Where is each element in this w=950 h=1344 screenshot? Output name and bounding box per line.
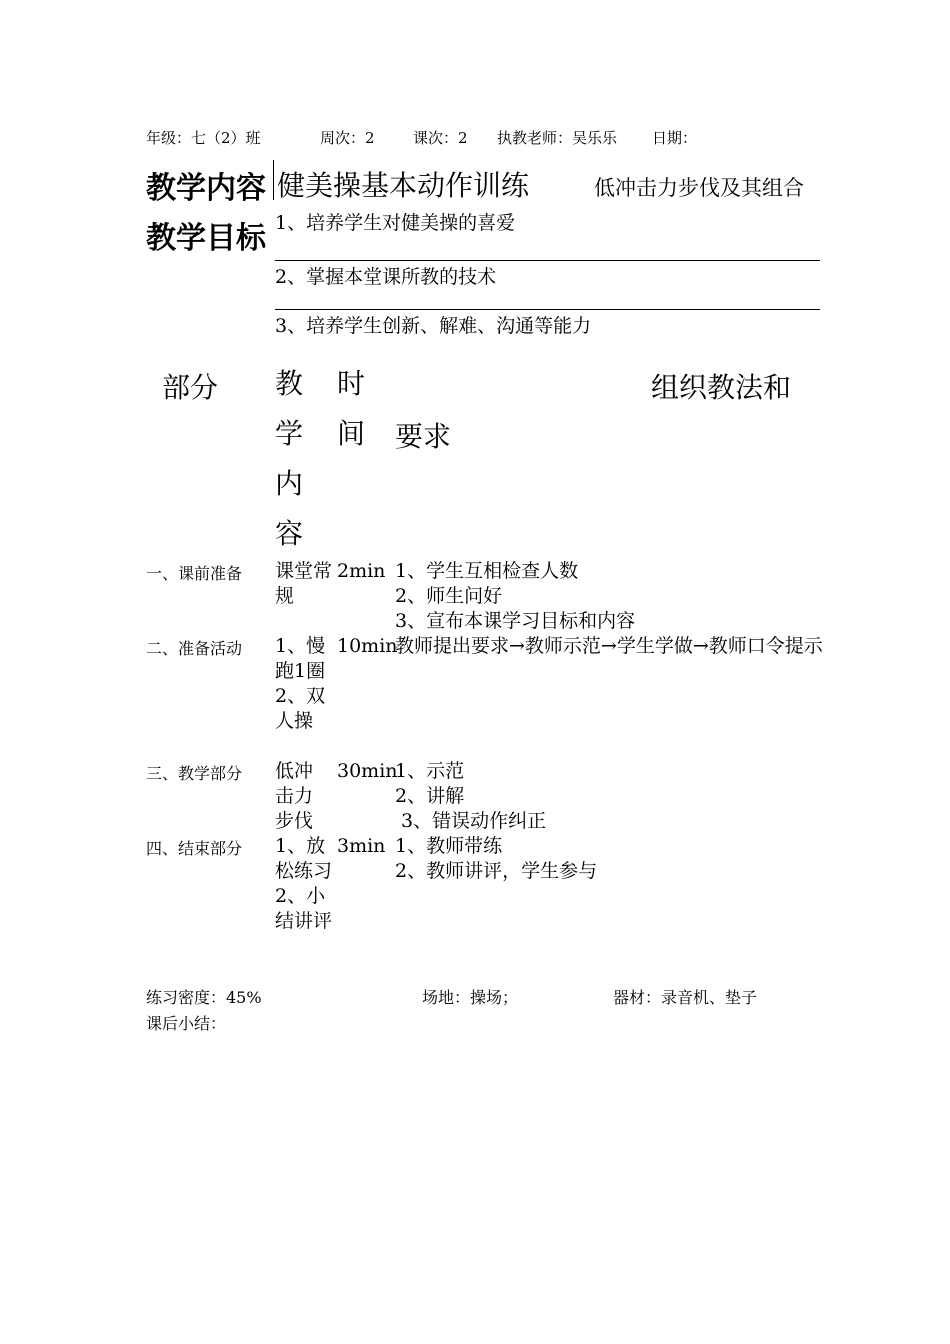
column-header-part: 部分 <box>162 371 219 404</box>
practice-density: 练习密度：45% <box>146 988 262 1007</box>
part-label: 一、课前准备 <box>146 564 243 583</box>
grade-label: 年级：七（2）班 <box>146 129 261 147</box>
column-header-requirement: 要求 <box>395 420 452 453</box>
goal-underline <box>275 309 820 310</box>
goal-item-3: 3、培养学生创新、解难、沟通等能力 <box>275 315 592 337</box>
column-header-method: 组织教法和 <box>651 371 792 404</box>
row-method-line: 1、教师带练 <box>395 835 503 857</box>
row-method-line: 2、师生问好 <box>395 585 503 607</box>
column-header-content: 教学内容 <box>275 367 304 550</box>
column-header-time: 时间 <box>337 367 366 450</box>
row-time: 30min <box>337 760 398 782</box>
row-content: 1、放松练习 2、小结讲评 <box>275 835 333 932</box>
row-content: 1、慢跑1圈 2、双人操 <box>275 635 326 732</box>
row-method-line: 3、错误动作纠正 <box>395 810 547 832</box>
row-time: 2min <box>337 560 386 582</box>
goal-underline <box>275 260 820 261</box>
date-label: 日期： <box>652 129 698 147</box>
after-class-summary: 课后小结： <box>146 1014 227 1033</box>
teacher-label: 执教老师：吴乐乐 <box>497 129 618 147</box>
content-main-title: 健美操基本动作训练 <box>277 169 530 202</box>
part-label: 三、教学部分 <box>146 764 243 783</box>
row-method-line: 3、宣布本课学习目标和内容 <box>395 610 636 632</box>
goal-item-1: 1、培养学生对健美操的喜爱 <box>275 212 516 234</box>
week-label: 周次：2 <box>320 129 375 147</box>
content-heading: 教学内容 <box>146 171 266 206</box>
part-label: 二、准备活动 <box>146 639 243 658</box>
row-method-line: 2、教师讲评，学生参与 <box>395 860 598 882</box>
equipment-label: 器材：录音机、垫子 <box>613 988 758 1007</box>
row-method-line: 教师提出要求→教师示范→学生学做→教师口令提示 <box>395 635 823 657</box>
row-content: 课堂常规 <box>275 560 333 607</box>
content-divider <box>273 160 274 200</box>
goal-item-2: 2、掌握本堂课所教的技术 <box>275 266 497 288</box>
content-subtitle: 低冲击力步伐及其组合 <box>594 176 804 200</box>
row-content: 低冲击力步伐 <box>275 760 314 832</box>
row-time: 10min <box>337 635 398 657</box>
row-method-line: 2、讲解 <box>395 785 465 807</box>
venue-label: 场地：操场； <box>422 988 519 1007</box>
row-time: 3min <box>337 835 386 857</box>
goals-heading: 教学目标 <box>146 221 266 256</box>
row-method-line: 1、学生互相检查人数 <box>395 560 579 582</box>
part-label: 四、结束部分 <box>146 839 243 858</box>
lesson-number-label: 课次：2 <box>413 129 468 147</box>
row-method-line: 1、示范 <box>395 760 465 782</box>
